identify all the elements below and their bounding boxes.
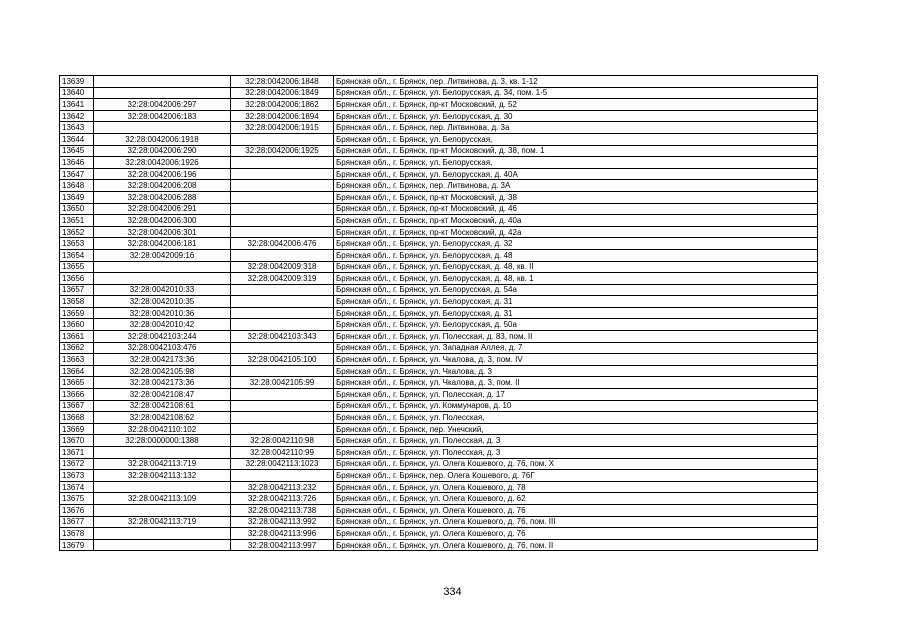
address-cell: Брянская обл., г. Брянск, ул. Олега Кошевого, д. 76	[334, 504, 818, 516]
row-number-cell: 13657	[60, 284, 94, 296]
row-number-cell: 13646	[60, 157, 94, 169]
table-row	[60, 354, 818, 366]
table-row	[60, 423, 818, 435]
cadastral-number-cell: 32:28:0042108:62	[94, 412, 231, 424]
linked-cadastral-number-cell	[231, 133, 334, 145]
row-number-cell: 13652	[60, 226, 94, 238]
cadastral-number-cell: 32:28:0042010:35	[94, 296, 231, 308]
linked-cadastral-number-cell: 32:28:0042009:319	[231, 273, 334, 285]
address-cell: Брянская обл., г. Брянск, ул. Полесская, д. 83, пом. II	[334, 331, 818, 343]
linked-cadastral-number-cell: 32:28:0042113:232	[231, 481, 334, 493]
table-body	[60, 76, 818, 551]
table-row	[60, 342, 818, 354]
linked-cadastral-number-cell	[231, 296, 334, 308]
address-cell: Брянская обл., г. Брянск, пер. Литвинова, д. 3, кв. 1-12	[334, 76, 818, 88]
address-cell: Брянская обл., г. Брянск, ул. Полесская, д. 3	[334, 435, 818, 447]
linked-cadastral-number-cell	[231, 365, 334, 377]
linked-cadastral-number-cell: 32:28:0042113:726	[231, 493, 334, 505]
linked-cadastral-number-cell	[231, 389, 334, 401]
row-number-cell: 13663	[60, 354, 94, 366]
property-table	[59, 75, 818, 551]
address-cell: Брянская обл., г. Брянск, пер. Литвинова, д. 3а	[334, 122, 818, 134]
row-number-cell: 13661	[60, 331, 94, 343]
table-row	[60, 435, 818, 447]
address-cell: Брянская обл., г. Брянск, ул. Белорусская, д. 50а	[334, 319, 818, 331]
row-number-cell: 13651	[60, 215, 94, 227]
row-number-cell: 13677	[60, 516, 94, 528]
table-row	[60, 481, 818, 493]
linked-cadastral-number-cell	[231, 215, 334, 227]
table-row	[60, 261, 818, 273]
table-row	[60, 157, 818, 169]
address-cell: Брянская обл., г. Брянск, пр-кт Московский, д. 42а	[334, 226, 818, 238]
address-cell: Брянская обл., г. Брянск, ул. Чкалова, д. 3, пом. II	[334, 377, 818, 389]
address-cell: Брянская обл., г. Брянск, пр-кт Московский, д. 38	[334, 191, 818, 203]
cadastral-number-cell: 32:28:0042006:288	[94, 191, 231, 203]
table-row	[60, 203, 818, 215]
table-row	[60, 168, 818, 180]
cadastral-number-cell: 32:28:0042113:132	[94, 470, 231, 482]
linked-cadastral-number-cell	[231, 168, 334, 180]
cadastral-number-cell: 32:28:0042105:98	[94, 365, 231, 377]
table-row	[60, 180, 818, 192]
cadastral-number-cell: 32:28:0042103:244	[94, 331, 231, 343]
address-cell: Брянская обл., г. Брянск, пр-кт Московский, д. 52	[334, 99, 818, 111]
linked-cadastral-number-cell: 32:28:0042009:318	[231, 261, 334, 273]
cadastral-number-cell	[94, 76, 231, 88]
cadastral-number-cell: 32:28:0042006:196	[94, 168, 231, 180]
address-cell: Брянская обл., г. Брянск, ул. Западная Аллея, д. 7	[334, 342, 818, 354]
table-row	[60, 87, 818, 99]
cadastral-number-cell: 32:28:0042006:1918	[94, 133, 231, 145]
page-number: 334	[443, 586, 462, 598]
linked-cadastral-number-cell	[231, 423, 334, 435]
address-cell: Брянская обл., г. Брянск, ул. Белорусская,	[334, 157, 818, 169]
linked-cadastral-number-cell: 32:28:0042006:1915	[231, 122, 334, 134]
cadastral-number-cell: 32:28:0042006:300	[94, 215, 231, 227]
address-cell: Брянская обл., г. Брянск, ул. Белорусская, д. 48, кв. II	[334, 261, 818, 273]
address-cell: Брянская обл., г. Брянск, ул. Белорусская, д. 40А	[334, 168, 818, 180]
row-number-cell: 13676	[60, 504, 94, 516]
table-row	[60, 284, 818, 296]
cadastral-number-cell	[94, 122, 231, 134]
linked-cadastral-number-cell: 32:28:0042113:997	[231, 539, 334, 551]
cadastral-number-cell	[94, 87, 231, 99]
row-number-cell: 13672	[60, 458, 94, 470]
table-row	[60, 110, 818, 122]
linked-cadastral-number-cell: 32:28:0042110:99	[231, 447, 334, 459]
address-cell: Брянская обл., г. Брянск, ул. Чкалова, д. 3, пом. IV	[334, 354, 818, 366]
linked-cadastral-number-cell	[231, 203, 334, 215]
table-row	[60, 319, 818, 331]
table-row	[60, 76, 818, 88]
linked-cadastral-number-cell: 32:28:0042006:1894	[231, 110, 334, 122]
row-number-cell: 13666	[60, 389, 94, 401]
address-cell: Брянская обл., г. Брянск, ул. Белорусская, д. 30	[334, 110, 818, 122]
cadastral-number-cell: 32:28:0042108:47	[94, 389, 231, 401]
cadastral-number-cell	[94, 539, 231, 551]
cadastral-number-cell	[94, 447, 231, 459]
cadastral-number-cell: 32:28:0000000:1388	[94, 435, 231, 447]
table-row	[60, 516, 818, 528]
linked-cadastral-number-cell: 32:28:0042006:1849	[231, 87, 334, 99]
cadastral-number-cell	[94, 261, 231, 273]
cadastral-number-cell	[94, 481, 231, 493]
address-cell: Брянская обл., г. Брянск, пер. Литвинова, д. 3А	[334, 180, 818, 192]
address-cell: Брянская обл., г. Брянск, ул. Белорусская, д. 32	[334, 238, 818, 250]
linked-cadastral-number-cell	[231, 284, 334, 296]
linked-cadastral-number-cell	[231, 342, 334, 354]
table-row	[60, 539, 818, 551]
row-number-cell: 13641	[60, 99, 94, 111]
address-cell: Брянская обл., г. Брянск, пер. Олега Кошевого, д. 76Г	[334, 470, 818, 482]
address-cell: Брянская обл., г. Брянск, ул. Олега Кошевого, д. 76, пом. III	[334, 516, 818, 528]
cadastral-number-cell: 32:28:0042113:109	[94, 493, 231, 505]
cadastral-number-cell: 32:28:0042173:36	[94, 377, 231, 389]
row-number-cell: 13656	[60, 273, 94, 285]
cadastral-number-cell	[94, 504, 231, 516]
table-row	[60, 377, 818, 389]
row-number-cell: 13643	[60, 122, 94, 134]
table-row	[60, 215, 818, 227]
cadastral-number-cell: 32:28:0042108:61	[94, 400, 231, 412]
address-cell: Брянская обл., г. Брянск, ул. Белорусская, д. 34, пом. 1-5	[334, 87, 818, 99]
row-number-cell: 13673	[60, 470, 94, 482]
address-cell: Брянская обл., г. Брянск, пер. Унечский,	[334, 423, 818, 435]
cadastral-number-cell: 32:28:0042006:181	[94, 238, 231, 250]
linked-cadastral-number-cell	[231, 412, 334, 424]
linked-cadastral-number-cell	[231, 191, 334, 203]
table-row	[60, 133, 818, 145]
row-number-cell: 13669	[60, 423, 94, 435]
row-number-cell: 13644	[60, 133, 94, 145]
address-cell: Брянская обл., г. Брянск, ул. Олега Кошевого, д. 76	[334, 528, 818, 540]
row-number-cell: 13650	[60, 203, 94, 215]
table-row	[60, 389, 818, 401]
linked-cadastral-number-cell	[231, 180, 334, 192]
linked-cadastral-number-cell	[231, 307, 334, 319]
cadastral-number-cell: 32:28:0042113:719	[94, 516, 231, 528]
cadastral-number-cell: 32:28:0042103:476	[94, 342, 231, 354]
row-number-cell: 13664	[60, 365, 94, 377]
cadastral-number-cell: 32:28:0042006:290	[94, 145, 231, 157]
table-row	[60, 273, 818, 285]
cadastral-number-cell: 32:28:0042110:102	[94, 423, 231, 435]
linked-cadastral-number-cell	[231, 226, 334, 238]
linked-cadastral-number-cell: 32:28:0042113:992	[231, 516, 334, 528]
cadastral-number-cell	[94, 273, 231, 285]
address-cell: Брянская обл., г. Брянск, пр-кт Московский, д. 38, пом. 1	[334, 145, 818, 157]
table-row	[60, 296, 818, 308]
address-cell: Брянская обл., г. Брянск, ул. Олега Кошевого, д. 76, пом. X	[334, 458, 818, 470]
row-number-cell: 13667	[60, 400, 94, 412]
row-number-cell: 13649	[60, 191, 94, 203]
row-number-cell: 13662	[60, 342, 94, 354]
cadastral-number-cell: 32:28:0042009:16	[94, 249, 231, 261]
row-number-cell: 13653	[60, 238, 94, 250]
table-row	[60, 226, 818, 238]
address-cell: Брянская обл., г. Брянск, ул. Чкалова, д. 3	[334, 365, 818, 377]
address-cell: Брянская обл., г. Брянск, ул. Белорусская, д. 31	[334, 307, 818, 319]
linked-cadastral-number-cell: 32:28:0042113:996	[231, 528, 334, 540]
table-row	[60, 493, 818, 505]
row-number-cell: 13642	[60, 110, 94, 122]
address-cell: Брянская обл., г. Брянск, ул. Белорусская, д. 31	[334, 296, 818, 308]
address-cell: Брянская обл., г. Брянск, ул. Белорусская, д. 54а	[334, 284, 818, 296]
row-number-cell: 13671	[60, 447, 94, 459]
table-row	[60, 412, 818, 424]
row-number-cell: 13640	[60, 87, 94, 99]
linked-cadastral-number-cell	[231, 400, 334, 412]
table-row	[60, 307, 818, 319]
row-number-cell: 13648	[60, 180, 94, 192]
table-row	[60, 365, 818, 377]
linked-cadastral-number-cell: 32:28:0042113:738	[231, 504, 334, 516]
table-row	[60, 458, 818, 470]
address-cell: Брянская обл., г. Брянск, пр-кт Московский, д. 46	[334, 203, 818, 215]
cadastral-number-cell: 32:28:0042006:297	[94, 99, 231, 111]
row-number-cell: 13655	[60, 261, 94, 273]
table-row	[60, 145, 818, 157]
row-number-cell: 13679	[60, 539, 94, 551]
address-cell: Брянская обл., г. Брянск, ул. Белорусская, д. 48, кв. 1	[334, 273, 818, 285]
row-number-cell: 13659	[60, 307, 94, 319]
address-cell: Брянская обл., г. Брянск, пр-кт Московский, д. 40а	[334, 215, 818, 227]
row-number-cell: 13660	[60, 319, 94, 331]
row-number-cell: 13665	[60, 377, 94, 389]
linked-cadastral-number-cell	[231, 157, 334, 169]
row-number-cell: 13645	[60, 145, 94, 157]
cadastral-number-cell: 32:28:0042010:36	[94, 307, 231, 319]
address-cell: Брянская обл., г. Брянск, ул. Олега Кошевого, д. 62	[334, 493, 818, 505]
address-cell: Брянская обл., г. Брянск, ул. Олега Кошевого, д. 76, пом. II	[334, 539, 818, 551]
row-number-cell: 13658	[60, 296, 94, 308]
table-row	[60, 331, 818, 343]
cadastral-number-cell: 32:28:0042006:183	[94, 110, 231, 122]
linked-cadastral-number-cell: 32:28:0042110:98	[231, 435, 334, 447]
address-cell: Брянская обл., г. Брянск, ул. Коммунаров, д. 10	[334, 400, 818, 412]
address-cell: Брянская обл., г. Брянск, ул. Полесская, д. 17	[334, 389, 818, 401]
address-cell: Брянская обл., г. Брянск, ул. Белорусская,	[334, 133, 818, 145]
linked-cadastral-number-cell	[231, 249, 334, 261]
cadastral-number-cell: 32:28:0042006:208	[94, 180, 231, 192]
cadastral-number-cell: 32:28:0042010:42	[94, 319, 231, 331]
linked-cadastral-number-cell: 32:28:0042006:1862	[231, 99, 334, 111]
linked-cadastral-number-cell: 32:28:0042006:1848	[231, 76, 334, 88]
table-row	[60, 99, 818, 111]
table-row	[60, 470, 818, 482]
table-row	[60, 447, 818, 459]
linked-cadastral-number-cell: 32:28:0042105:99	[231, 377, 334, 389]
table-row	[60, 504, 818, 516]
table-row	[60, 528, 818, 540]
linked-cadastral-number-cell: 32:28:0042006:1925	[231, 145, 334, 157]
cadastral-number-cell: 32:28:0042006:301	[94, 226, 231, 238]
row-number-cell: 13654	[60, 249, 94, 261]
table-row	[60, 249, 818, 261]
table-row	[60, 191, 818, 203]
row-number-cell: 13675	[60, 493, 94, 505]
linked-cadastral-number-cell	[231, 319, 334, 331]
row-number-cell: 13678	[60, 528, 94, 540]
cadastral-number-cell: 32:28:0042006:291	[94, 203, 231, 215]
address-cell: Брянская обл., г. Брянск, ул. Белорусская, д. 48	[334, 249, 818, 261]
linked-cadastral-number-cell: 32:28:0042006:476	[231, 238, 334, 250]
linked-cadastral-number-cell: 32:28:0042105:100	[231, 354, 334, 366]
row-number-cell: 13674	[60, 481, 94, 493]
cadastral-number-cell	[94, 528, 231, 540]
cadastral-number-cell: 32:28:0042113:719	[94, 458, 231, 470]
linked-cadastral-number-cell	[231, 470, 334, 482]
cadastral-number-cell: 32:28:0042173:36	[94, 354, 231, 366]
table-row	[60, 238, 818, 250]
table-row	[60, 122, 818, 134]
row-number-cell: 13647	[60, 168, 94, 180]
row-number-cell: 13639	[60, 76, 94, 88]
address-cell: Брянская обл., г. Брянск, ул. Полесская,	[334, 412, 818, 424]
linked-cadastral-number-cell: 32:28:0042103:343	[231, 331, 334, 343]
address-cell: Брянская обл., г. Брянск, ул. Олега Кошевого, д. 78	[334, 481, 818, 493]
row-number-cell: 13668	[60, 412, 94, 424]
row-number-cell: 13670	[60, 435, 94, 447]
cadastral-number-cell: 32:28:0042010:33	[94, 284, 231, 296]
cadastral-number-cell: 32:28:0042006:1926	[94, 157, 231, 169]
table-row	[60, 400, 818, 412]
linked-cadastral-number-cell: 32:28:0042113:1023	[231, 458, 334, 470]
address-cell: Брянская обл., г. Брянск, ул. Полесская, д. 3	[334, 447, 818, 459]
